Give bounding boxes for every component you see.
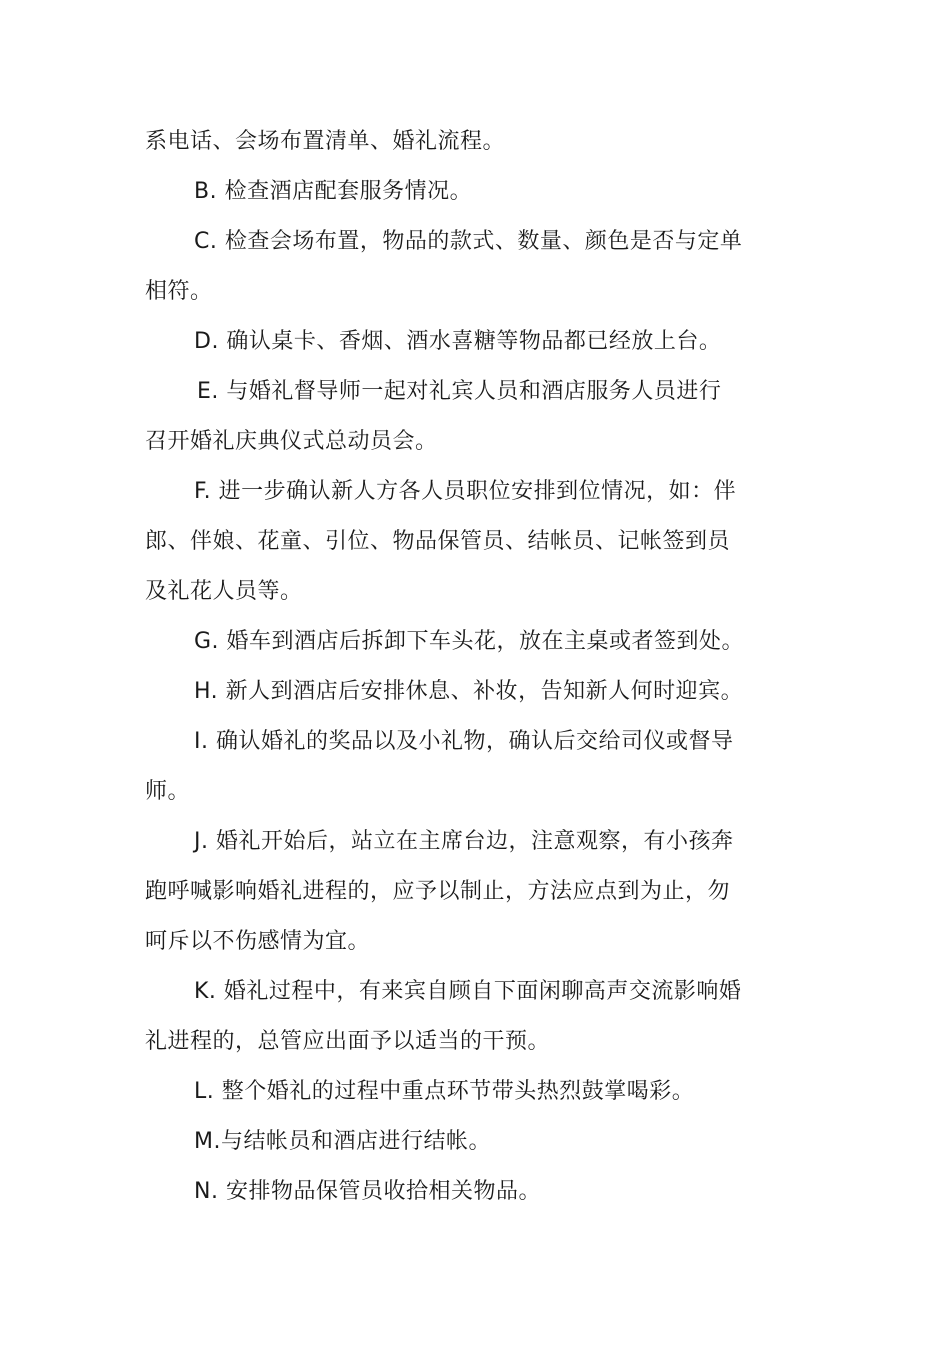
- text-line: 郎、伴娘、花童、引位、物品保管员、结帐员、记帐签到员: [145, 529, 731, 554]
- list-item-j: J. 婚礼开始后，站立在主席台边，注意观察，有小孩奔: [194, 829, 734, 854]
- list-item-d: D. 确认桌卡、香烟、酒水喜糖等物品都已经放上台。: [194, 329, 722, 354]
- list-item-l: L. 整个婚礼的过程中重点环节带头热烈鼓掌喝彩。: [194, 1079, 695, 1104]
- text-line: 跑呼喊影响婚礼进程的，应予以制止，方法应点到为止，勿: [145, 879, 731, 904]
- text-line: 相符。: [145, 279, 213, 304]
- list-item-f: F. 进一步确认新人方各人员职位安排到位情况，如：伴: [194, 479, 737, 504]
- list-item-c: C. 检查会场布置，物品的款式、数量、颜色是否与定单: [194, 229, 743, 254]
- list-item-g: G. 婚车到酒店后拆卸下车头花，放在主桌或者签到处。: [194, 629, 745, 654]
- list-item-m: M.与结帐员和酒店进行结帐。: [194, 1129, 491, 1154]
- list-item-b: B. 检查酒店配套服务情况。: [194, 179, 473, 204]
- list-item-e: E. 与婚礼督导师一起对礼宾人员和酒店服务人员进行: [197, 379, 722, 404]
- text-line: 系电话、会场布置清单、婚礼流程。: [145, 129, 506, 154]
- list-item-h: H. 新人到酒店后安排休息、补妆，告知新人何时迎宾。: [194, 679, 744, 704]
- list-item-k: K. 婚礼过程中，有来宾自顾自下面闲聊高声交流影响婚: [194, 979, 742, 1004]
- list-item-i: I. 确认婚礼的奖品以及小礼物，确认后交给司仪或督导: [194, 729, 734, 754]
- text-line: 师。: [145, 779, 191, 804]
- text-line: 及礼花人员等。: [145, 579, 303, 604]
- text-line: 礼进程的，总管应出面予以适当的干预。: [145, 1029, 551, 1054]
- text-line: 呵斥以不伤感情为宜。: [145, 929, 371, 954]
- text-line: 召开婚礼庆典仪式总动员会。: [145, 429, 438, 454]
- list-item-n: N. 安排物品保管员收拾相关物品。: [194, 1179, 541, 1204]
